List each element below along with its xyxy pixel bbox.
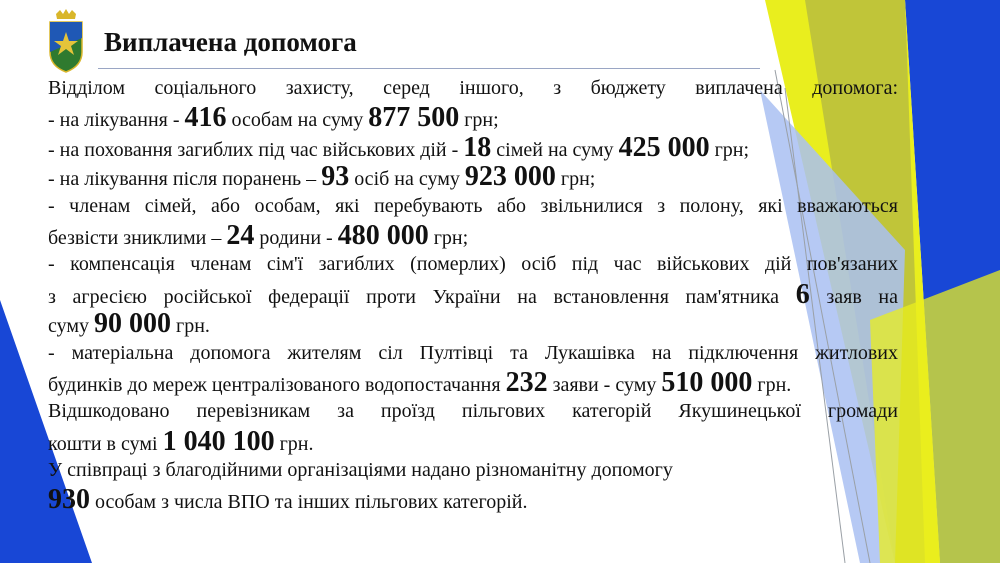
line-idp: 930 особам з числа ВПО та інших пільгових категорій. [48,484,528,516]
line-material-aid: - матеріальна допомога жителям сіл Пултівці та Лукашівка на підключення житлових [48,341,898,364]
line-wounded: - на лікування після поранень – 93 осіб на суму 923 000 грн; [48,161,596,193]
title-underline [98,68,760,69]
line-compensation: - компенсація членам сім'ї загиблих (померлих) осіб під час військових дій пов'язаних [48,253,898,276]
line-carriers: Відшкодовано перевізникам за проїзд пільгових категорій Якушинецької громади [48,400,898,423]
line-monument: з агресією російської федерації проти України на встановлення пам'ятника 6 заяв на [48,278,898,310]
line-monument-sum: суму 90 000 грн. [48,308,210,340]
line-charity: У співпраці з благодійними організаціями надано різноманітну допомогу [48,459,673,482]
line-treatment: - на лікування - 416 особам на суму 877 500 грн; [48,102,499,134]
line-intro: Відділом соціального захисту, серед іншого, з бюджету виплачена допомога: [48,77,898,99]
line-captivity: - членам сімей, або особам, які перебувають або звільнилися з полону, які вважаються [48,194,898,217]
line-burial: - на поховання загиблих під час військових дій - 18 сімей на суму 425 000 грн; [48,131,750,163]
line-water-supply: будинків до мереж централізованого водопостачання 232 заяви - суму 510 000 грн. [48,366,792,398]
slide-title: Виплачена допомога [104,27,357,57]
line-carriers-sum: кошти в сумі 1 040 100 грн. [48,425,314,457]
coat-of-arms-icon [44,8,88,74]
slide-body [48,74,898,515]
line-missing: безвісти зниклими – 24 родини - 480 000 грн; [48,219,469,251]
